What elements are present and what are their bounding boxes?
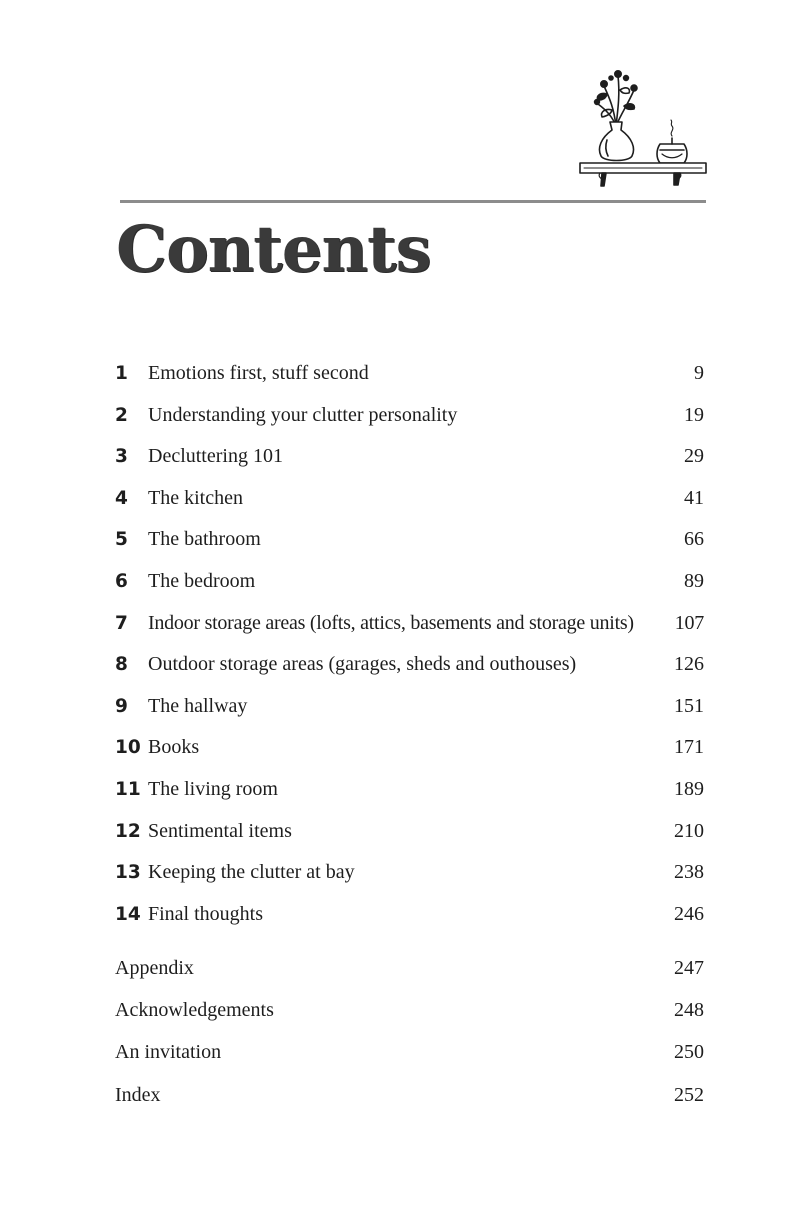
chapter-number: 3 — [115, 446, 128, 468]
chapter-number: 10 — [115, 737, 141, 759]
title-divider — [120, 200, 706, 203]
page-number: 171 — [674, 736, 704, 759]
toc-entry-chapter-13[interactable] — [115, 861, 704, 903]
page-number: 247 — [674, 957, 704, 979]
page-number: 246 — [674, 902, 704, 925]
page-number: 248 — [674, 999, 704, 1021]
chapter-title: Decluttering 101 — [148, 445, 283, 468]
chapter-number: 13 — [115, 862, 141, 884]
toc-entry-chapter-3[interactable] — [115, 445, 704, 487]
toc-entry-chapter-1[interactable] — [115, 362, 704, 404]
page-number: 66 — [684, 528, 704, 551]
chapter-title: The kitchen — [148, 486, 243, 509]
entry-title: Acknowledgements — [115, 999, 274, 1021]
toc-entry-chapter-6[interactable] — [115, 570, 704, 612]
chapter-number: 1 — [115, 363, 128, 384]
toc-entry-index[interactable] — [115, 1084, 704, 1126]
shelf-vase-illustration — [574, 64, 714, 194]
toc-entry-chapter-11[interactable] — [115, 778, 704, 820]
page-number: 250 — [674, 1041, 704, 1063]
toc-entry-acknowledgements[interactable] — [115, 999, 704, 1041]
chapter-number: 7 — [115, 612, 128, 634]
chapter-title: Books — [148, 736, 200, 759]
toc-entry-chapter-10[interactable] — [115, 736, 704, 778]
toc-entry-an-invitation[interactable] — [115, 1041, 704, 1083]
page-number: 107 — [674, 611, 704, 634]
chapter-list — [115, 362, 704, 944]
toc-entry-chapter-9[interactable] — [115, 695, 704, 737]
chapter-title: Understanding your clutter personality — [148, 403, 458, 426]
toc-entry-chapter-7[interactable] — [115, 612, 704, 654]
chapter-title: Emotions first, stuff second — [148, 362, 369, 384]
page-title: Contents — [116, 212, 431, 287]
chapter-title: Final thoughts — [148, 902, 264, 925]
chapter-number: 14 — [115, 903, 141, 925]
page-number: 126 — [674, 653, 704, 676]
page-number: 151 — [674, 694, 704, 717]
page-number: 89 — [684, 569, 704, 592]
back-matter-list — [115, 957, 704, 1126]
entry-title: An invitation — [115, 1041, 222, 1063]
toc-entry-appendix[interactable] — [115, 957, 704, 999]
chapter-title: Indoor storage areas (lofts, attics, basements and storage units) — [148, 611, 634, 634]
toc-entry-chapter-5[interactable] — [115, 528, 704, 570]
chapter-title: The hallway — [148, 694, 248, 717]
page-number: 19 — [684, 403, 704, 426]
toc-entry-chapter-14[interactable] — [115, 903, 704, 945]
chapter-number: 4 — [115, 487, 128, 509]
page-number: 189 — [674, 777, 704, 800]
entry-title: Appendix — [115, 957, 194, 979]
chapter-number: 9 — [115, 695, 128, 717]
chapter-number: 5 — [115, 529, 128, 551]
page-number: 252 — [674, 1084, 704, 1106]
toc-entry-chapter-12[interactable] — [115, 820, 704, 862]
chapter-title: The bedroom — [148, 569, 256, 592]
chapter-number: 8 — [115, 654, 128, 676]
chapter-title: The living room — [148, 777, 278, 800]
entry-title: Index — [115, 1084, 161, 1106]
chapter-number: 11 — [115, 778, 141, 800]
chapter-number: 12 — [115, 820, 141, 842]
chapter-title: Keeping the clutter at bay — [148, 861, 355, 884]
toc-entry-chapter-2[interactable] — [115, 404, 704, 446]
toc-entry-chapter-8[interactable] — [115, 653, 704, 695]
chapter-number: 2 — [115, 404, 128, 426]
page-number: 210 — [674, 819, 704, 842]
page-number: 41 — [684, 486, 704, 509]
chapter-title: The bathroom — [148, 528, 261, 551]
chapter-title: Outdoor storage areas (garages, sheds and outhouses) — [148, 653, 577, 676]
page-number: 238 — [674, 861, 704, 884]
chapter-number: 6 — [115, 570, 128, 592]
toc-entry-chapter-4[interactable] — [115, 487, 704, 529]
page-number: 9 — [694, 362, 704, 384]
chapter-title: Sentimental items — [148, 819, 292, 842]
page-number: 29 — [684, 445, 704, 468]
